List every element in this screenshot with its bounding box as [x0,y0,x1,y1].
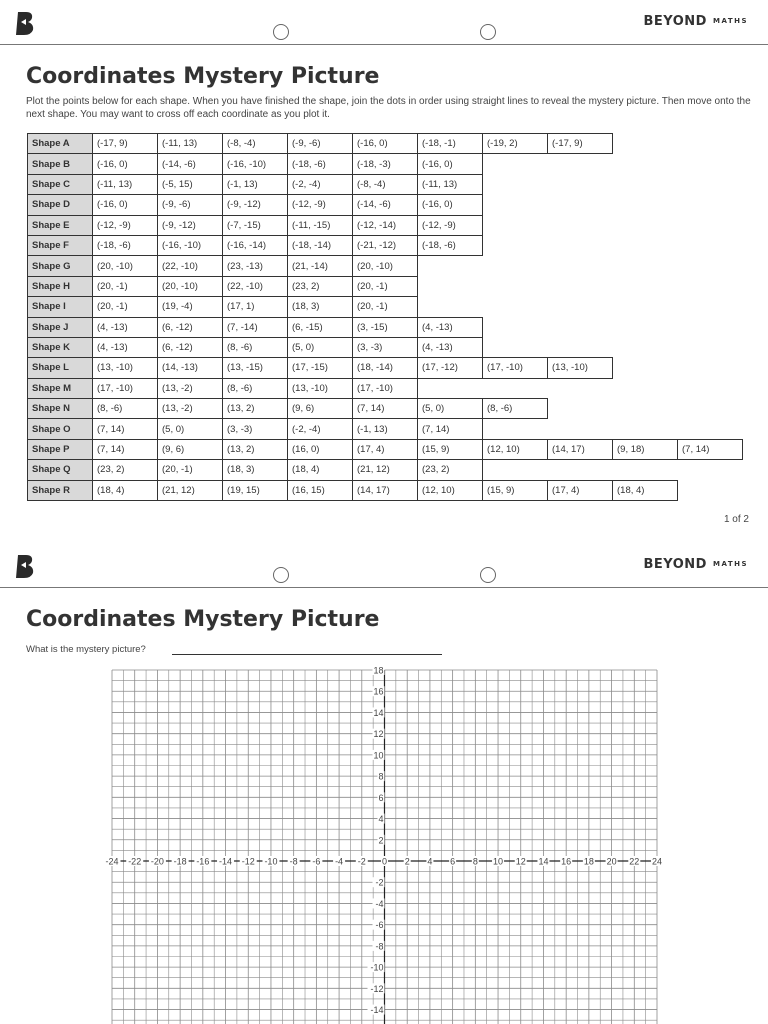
coordinate-cell: (3, -15) [353,317,418,337]
coordinate-cell: (-2, -4) [288,419,353,439]
coordinate-cell: (9, 18) [613,439,678,459]
coordinate-cell: (-12, -9) [418,215,483,235]
x-tick-label: 18 [583,856,594,867]
y-tick-label: -14 [370,1005,384,1016]
coordinate-cell: (17, -10) [483,358,548,378]
coordinate-cell: (18, 4) [93,480,158,500]
coordinate-cell: (-16, -10) [158,235,223,255]
x-tick-label: -22 [128,856,142,867]
coordinate-cell: (-18, -1) [418,134,483,154]
coordinate-cell: (5, 0) [158,419,223,439]
x-tick-label: 4 [427,856,433,867]
brand-name: BEYOND [643,14,707,29]
coordinate-cell: (-16, 0) [418,154,483,174]
brand-sub: MATHS [712,560,748,568]
mystery-question: What is the mystery picture? [26,644,146,655]
coordinate-cell: (20, -10) [158,276,223,296]
coordinate-cell: (-16, 0) [93,154,158,174]
coordinate-cell: (6, -12) [158,317,223,337]
coordinate-cell: (-18, -6) [93,235,158,255]
x-tick-label: 10 [493,856,504,867]
x-tick-label: -10 [264,856,278,867]
coordinate-cell: (-14, -6) [158,154,223,174]
coordinate-cell: (17, -12) [418,358,483,378]
coordinate-cell: (8, -6) [93,399,158,419]
coordinate-cell: (-2, -4) [288,174,353,194]
coordinate-cell: (17, 1) [223,297,288,317]
coordinate-cell: (7, 14) [353,399,418,419]
coordinate-cell: (-16, 0) [418,195,483,215]
coordinate-cell: (12, 10) [418,480,483,500]
coordinate-cell: (16, 15) [288,480,353,500]
y-tick-label: 2 [378,835,384,846]
shape-label: Shape C [28,174,93,194]
coordinate-cell: (-16, -14) [223,235,288,255]
coordinate-cell: (23, -13) [223,256,288,276]
coordinate-cell: (21, -14) [288,256,353,276]
x-tick-label: 22 [629,856,640,867]
x-tick-label: -4 [335,856,344,867]
y-tick-label: 10 [373,750,384,761]
brand-name: BEYOND [643,557,707,572]
coordinate-cell: (5, 0) [288,337,353,357]
coordinate-cell: (-18, -14) [288,235,353,255]
coordinate-cell: (-12, -9) [93,215,158,235]
x-tick-label: 12 [515,856,526,867]
y-tick-label: -6 [375,920,384,931]
coordinate-cell: (-1, 13) [223,174,288,194]
shape-label: Shape G [28,256,93,276]
coordinate-cell: (15, 9) [483,480,548,500]
coordinate-cell: (20, -1) [353,276,418,296]
y-tick-label: 18 [373,665,384,676]
coordinate-cell: (13, -2) [158,378,223,398]
coordinate-cell: (-18, -6) [288,154,353,174]
coordinate-cell: (-9, -12) [158,215,223,235]
coordinate-cell: (14, 17) [548,439,613,459]
shape-label: Shape P [28,439,93,459]
y-tick-label: 6 [378,792,384,803]
coordinate-cell: (9, 6) [158,439,223,459]
page-title: Coordinates Mystery Picture [26,607,380,632]
coordinate-cell: (-9, -6) [288,134,353,154]
x-tick-label: -6 [312,856,321,867]
coordinate-cell: (8, -6) [223,337,288,357]
coordinate-cell: (13, -10) [93,358,158,378]
shape-label: Shape H [28,276,93,296]
coordinate-cell: (13, 2) [223,439,288,459]
coordinate-cell: (12, 10) [483,439,548,459]
coordinate-cell: (23, 2) [288,276,353,296]
coordinate-cell: (4, -13) [418,317,483,337]
coordinate-cell: (17, 4) [353,439,418,459]
coordinate-cell: (-12, -9) [288,195,353,215]
coordinate-cell: (13, 2) [223,399,288,419]
shape-label: Shape I [28,297,93,317]
coordinate-cell: (3, -3) [223,419,288,439]
x-tick-label: 2 [404,856,410,867]
coordinate-cell: (18, -14) [353,358,418,378]
y-tick-label: 4 [378,814,384,825]
coordinate-cell: (18, 3) [223,460,288,480]
coordinate-cell: (4, -13) [418,337,483,357]
coordinate-cell: (16, 0) [288,439,353,459]
coordinate-cell: (7, 14) [93,419,158,439]
coordinate-cell: (18, 4) [288,460,353,480]
x-tick-label: -24 [105,856,119,867]
x-tick-label: 14 [538,856,549,867]
shape-label: Shape A [28,134,93,154]
coordinate-cell: (20, -1) [158,460,223,480]
coordinate-cell: (5, 0) [418,399,483,419]
coordinate-cell: (6, -12) [158,337,223,357]
coordinate-cell: (22, -10) [158,256,223,276]
x-tick-label: -20 [150,856,164,867]
coordinate-cell: (-17, 9) [93,134,158,154]
coordinate-cell: (13, -10) [288,378,353,398]
coordinate-cell: (8, -6) [223,378,288,398]
shape-label: Shape O [28,419,93,439]
shape-label: Shape M [28,378,93,398]
x-tick-label: -14 [219,856,233,867]
coordinate-cell: (20, -1) [93,276,158,296]
y-tick-label: -2 [375,877,384,888]
coordinate-cell: (20, -10) [93,256,158,276]
shape-label: Shape J [28,317,93,337]
coordinate-cell: (-8, -4) [223,134,288,154]
coordinate-cell: (15, 9) [418,439,483,459]
coordinate-cell: (22, -10) [223,276,288,296]
coordinate-cell: (-18, -6) [418,235,483,255]
coordinate-cell: (-8, -4) [353,174,418,194]
page-number: 1 of 2 [723,514,749,525]
coordinate-cell: (7, 14) [418,419,483,439]
x-tick-label: 6 [450,856,456,867]
coordinate-cell: (23, 2) [418,460,483,480]
coordinate-cell: (-18, -3) [353,154,418,174]
page-title: Coordinates Mystery Picture [26,64,380,89]
instructions: Plot the points below for each shape. When you have finished the shape, join the dots in order using straight lines to reveal the mystery picture. Then move onto the next shape. You may want to cross off each coordinate as you plot it. [26,96,751,120]
coordinate-cell: (-9, -12) [223,195,288,215]
coordinate-cell: (-5, 15) [158,174,223,194]
x-tick-label: 0 [381,856,388,867]
y-tick-label: 8 [378,771,384,782]
coordinate-cell: (-12, -14) [353,215,418,235]
coordinate-cell: (3, -3) [353,337,418,357]
coordinate-cell: (17, -10) [353,378,418,398]
y-tick-label: 16 [373,686,384,697]
x-tick-label: -2 [357,856,366,867]
coordinate-cell: (20, -1) [353,297,418,317]
coordinate-cell: (-11, 13) [93,174,158,194]
coordinate-cell: (4, -13) [93,317,158,337]
coordinate-cell: (-16, 0) [353,134,418,154]
y-tick-label: -8 [375,941,384,952]
coordinate-cell: (9, 6) [288,399,353,419]
x-tick-label: 20 [606,856,617,867]
coordinate-cell: (18, 4) [613,480,678,500]
coordinate-cell: (21, 12) [353,460,418,480]
shape-label: Shape R [28,480,93,500]
coordinate-cell: (-21, -12) [353,235,418,255]
coordinate-cell: (14, -13) [158,358,223,378]
coordinate-cell: (17, 4) [548,480,613,500]
shape-label: Shape E [28,215,93,235]
coordinate-cell: (20, -10) [353,256,418,276]
coordinate-cell: (4, -13) [93,337,158,357]
shape-label: Shape Q [28,460,93,480]
coordinate-cell: (-16, -10) [223,154,288,174]
y-tick-label: 12 [373,729,384,740]
coordinate-cell: (6, -15) [288,317,353,337]
shape-label: Shape K [28,337,93,357]
coordinate-cell: (-11, -15) [288,215,353,235]
shape-label: Shape N [28,399,93,419]
coordinate-cell: (7, 14) [93,439,158,459]
coordinate-cell: (-11, 13) [158,134,223,154]
coordinate-cell: (-7, -15) [223,215,288,235]
coordinate-cell: (13, -10) [548,358,613,378]
coordinate-cell: (-16, 0) [93,195,158,215]
y-tick-label: -4 [375,898,384,909]
coordinate-cell: (7, 14) [678,439,743,459]
coordinate-cell: (17, -10) [93,378,158,398]
coordinate-cell: (21, 12) [158,480,223,500]
coordinate-cell: (-11, 13) [418,174,483,194]
coordinate-cell: (8, -6) [483,399,548,419]
x-tick-label: -12 [241,856,255,867]
coordinate-cell: (-1, 13) [353,419,418,439]
coordinate-cell: (-19, 2) [483,134,548,154]
x-tick-label: 8 [472,856,478,867]
coordinate-cell: (-9, -6) [158,195,223,215]
coordinate-cell: (19, 15) [223,480,288,500]
x-tick-label: 24 [651,856,663,867]
shape-label: Shape D [28,195,93,215]
coordinate-cell: (-17, 9) [548,134,613,154]
shape-label: Shape F [28,235,93,255]
brand-sub: MATHS [712,17,748,25]
coordinate-cell: (7, -14) [223,317,288,337]
coordinate-cell: (18, 3) [288,297,353,317]
coordinate-cell: (20, -1) [93,297,158,317]
shape-label: Shape L [28,358,93,378]
coordinate-cell: (-14, -6) [353,195,418,215]
x-tick-label: -8 [289,856,298,867]
x-tick-label: -18 [173,856,187,867]
y-tick-label: -12 [370,983,384,994]
coordinate-cell: (13, -15) [223,358,288,378]
x-tick-label: -16 [196,856,210,867]
coordinate-cell: (14, 17) [353,480,418,500]
coordinate-cell: (13, -2) [158,399,223,419]
y-tick-label: -10 [370,962,384,973]
coordinate-cell: (17, -15) [288,358,353,378]
coordinate-cell: (23, 2) [93,460,158,480]
shape-label: Shape B [28,154,93,174]
coordinate-cell: (19, -4) [158,297,223,317]
y-tick-label: 14 [373,707,384,718]
x-tick-label: 16 [561,856,572,867]
